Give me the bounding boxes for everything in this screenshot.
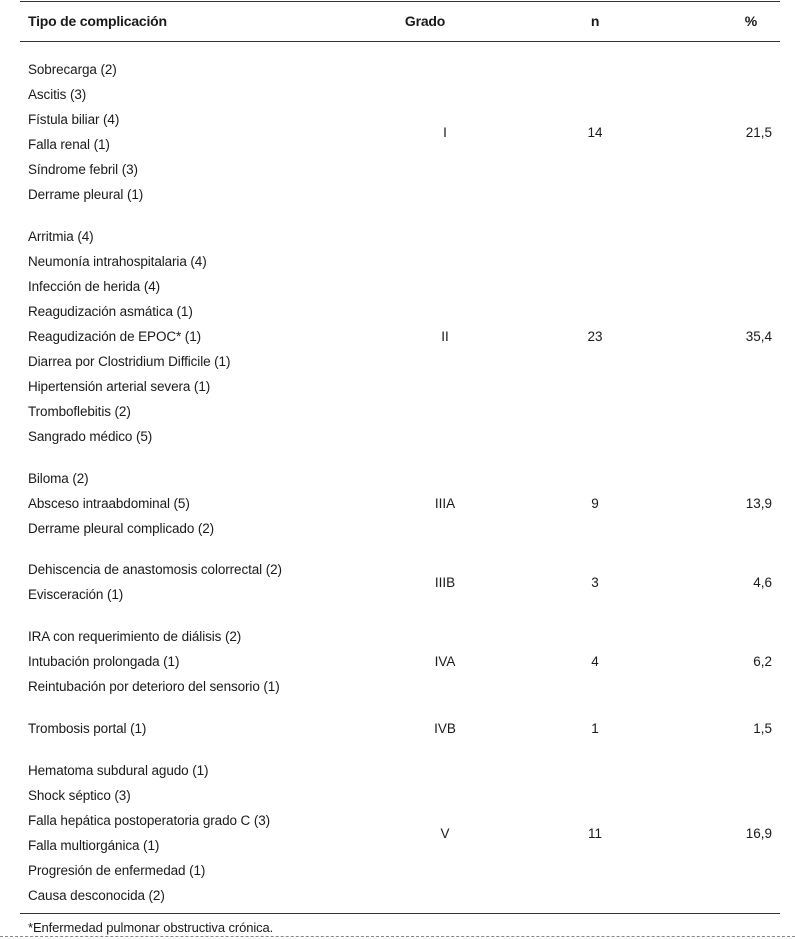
complication-item: Neumonía intrahospitalaria (4): [28, 254, 207, 269]
table-top-rule: [20, 1, 780, 2]
complication-group-grade-ivb: [20, 716, 780, 741]
complication-item: Reagudización asmática (1): [28, 304, 193, 319]
complication-group-grade-i: [20, 57, 780, 207]
grade-cell: IVA: [434, 654, 456, 669]
complication-item: IRA con requerimiento de diálisis (2): [28, 629, 242, 644]
complication-item: Derrame pleural complicado (2): [28, 521, 215, 536]
complication-item: Síndrome febril (3): [28, 162, 138, 177]
complication-item: Hipertensión arterial severa (1): [28, 379, 211, 394]
complication-item: Progresión de enfermedad (1): [28, 863, 206, 878]
count-cell: 23: [587, 329, 603, 344]
percent-cell: 21,5: [745, 124, 772, 140]
complication-item: Sobrecarga (2): [28, 62, 117, 77]
page-cut-line: [0, 936, 795, 937]
percent-cell: 1,5: [753, 721, 772, 736]
count-cell: 9: [591, 496, 599, 511]
count-cell: 4: [591, 654, 599, 669]
percent-cell: 6,2: [753, 654, 772, 669]
complication-item: Falla hepática postoperatoria grado C (3): [28, 813, 271, 828]
count-cell: 11: [587, 825, 602, 841]
complication-item: Absceso intraabdominal (5): [28, 496, 190, 511]
count-cell: 1: [591, 721, 599, 736]
grade-cell: IIIA: [434, 496, 456, 511]
grade-cell: IIIB: [434, 574, 456, 590]
complication-item: Causa desconocida (2): [28, 888, 165, 903]
count-cell: 3: [591, 574, 599, 590]
percent-cell: 16,9: [745, 825, 772, 841]
complication-item: Sangrado médico (5): [28, 429, 153, 444]
complication-group-grade-iva: [20, 624, 780, 699]
grade-cell: II: [441, 329, 449, 344]
complication-item: Arritmia (4): [28, 229, 94, 244]
complication-item: Hematoma subdural agudo (1): [28, 763, 209, 778]
header-n: n: [590, 13, 600, 29]
header-rule: [20, 41, 780, 42]
header-type: Tipo de complicación: [28, 13, 167, 29]
complication-item: Infección de herida (4): [28, 279, 161, 294]
percent-cell: 13,9: [745, 496, 772, 511]
complication-item: Evisceración (1): [28, 587, 124, 602]
complication-group-grade-v: [20, 758, 780, 908]
percent-cell: 35,4: [745, 329, 772, 344]
grade-cell: IVB: [434, 721, 456, 736]
complication-item: Falla multiorgánica (1): [28, 838, 160, 853]
complication-item: Ascitis (3): [28, 87, 87, 102]
complication-group-grade-iiia: [20, 466, 780, 541]
percent-cell: 4,6: [753, 574, 772, 590]
count-cell: 14: [587, 124, 603, 140]
complication-item: Dehiscencia de anastomosis colorrectal (2): [28, 562, 282, 577]
complication-item: Intubación prolongada (1): [28, 654, 180, 669]
complication-item: Tromboflebitis (2): [28, 404, 131, 419]
grade-cell: I: [443, 124, 447, 140]
complication-item: Reagudización de EPOC* (1): [28, 329, 201, 344]
complication-item: Falla renal (1): [28, 137, 110, 152]
complication-item: Fístula biliar (4): [28, 112, 120, 127]
complication-item: Diarrea por Clostridium Difficile (1): [28, 354, 231, 369]
complication-item: Reintubación por deterioro del sensorio (1): [28, 679, 280, 694]
complication-item: Shock séptico (3): [28, 788, 131, 803]
header-grade: Grado: [404, 13, 446, 29]
complication-item: Biloma (2): [28, 471, 89, 486]
complication-item: Derrame pleural (1): [28, 187, 144, 202]
table-bottom-rule: [20, 913, 780, 914]
header-percent: %: [744, 13, 757, 29]
grade-cell: V: [440, 825, 450, 841]
complication-item: Trombosis portal (1): [28, 721, 147, 736]
complication-group-grade-ii: [20, 224, 780, 449]
complication-group-grade-iiib: [20, 557, 780, 607]
footnote: *Enfermedad pulmonar obstructiva crónica.: [28, 920, 274, 935]
